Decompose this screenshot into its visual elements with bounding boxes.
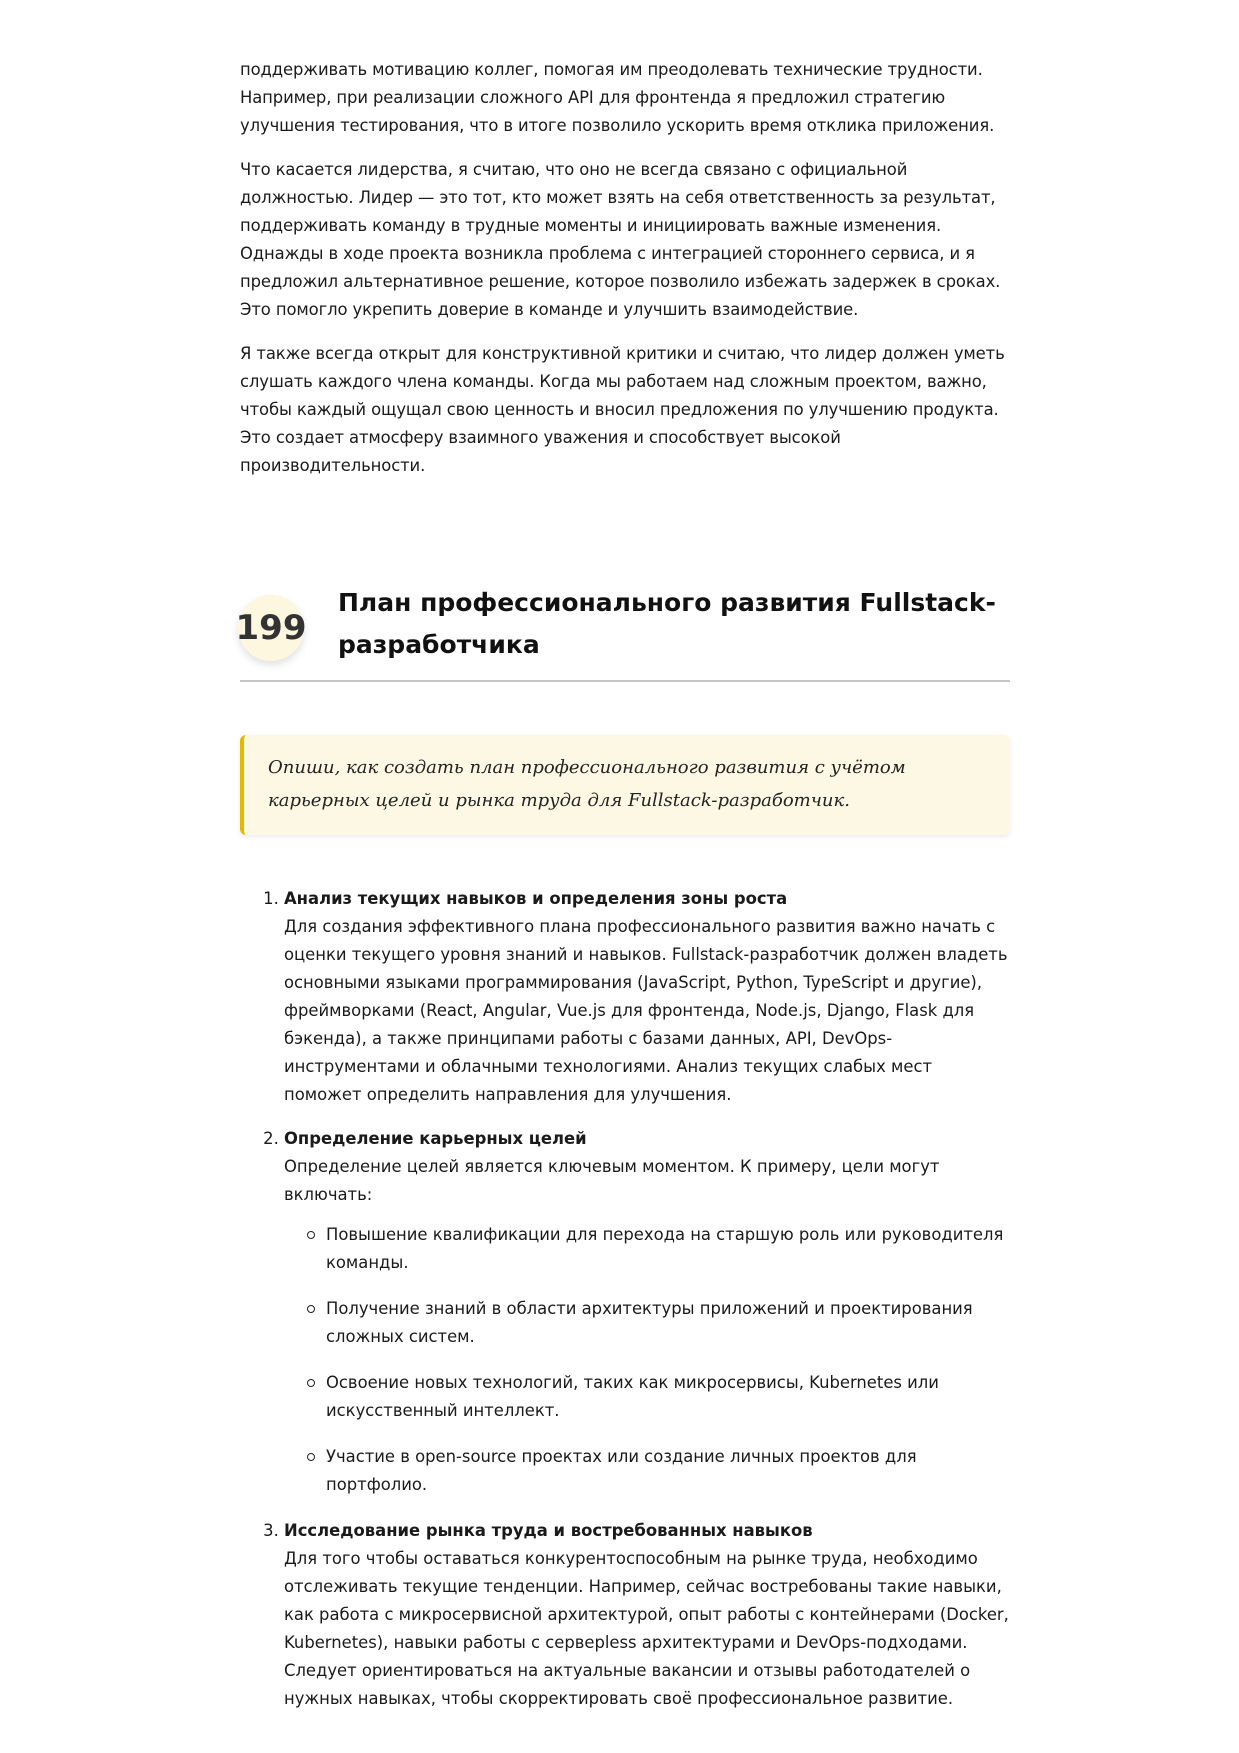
goals-sublist [284, 1221, 1010, 1499]
plan-steps-list [240, 885, 1010, 1713]
circle-bullet-icon [307, 1453, 315, 1461]
section-title: План профессионального развития Fullstack-разработчика [338, 588, 996, 659]
sublist-item [326, 1443, 1010, 1499]
section-header [235, 588, 1010, 682]
section-number-badge: 199 [238, 595, 304, 661]
sublist-item-text: Участие в open-source проектах или создание личных проектов для портфолио. [326, 1447, 917, 1494]
circle-bullet-icon [307, 1379, 315, 1387]
sublist-item [326, 1369, 1010, 1425]
item-text: Для создания эффективного плана профессионального развития важно начать с оценки текущего уровня знаний и навыков. Fullstack-разработчик должен владеть основными языками программирования (JavaScript, Python, TypeScript и другие), фреймворками (React, Angular, Vue.js для фронтенда, Node.js, Django, Flask для бэкенда), а также принципами работы с базами данных, API, DevOps-инструментами и облачными технологиями. Анализ текущих слабых мест поможет определить направления для улучшения. [284, 917, 1008, 1104]
sublist-item-text: Получение знаний в области архитектуры приложений и проектирования сложных систем. [326, 1299, 973, 1346]
question-callout: Опиши, как создать план профессионального развития с учётом карьерных целей и рынка труда для Fullstack-разработчик. [240, 735, 1010, 835]
item-text: Для того чтобы оставаться конкурентоспособным на рынке труда, необходимо отслеживать текущие тенденции. Например, сейчас востребованы такие навыки, как работа с микросервисной архитектурой, опыт работы с контейнерами (Docker, Kubernetes), навыки работы с серверless архитектурами и DevOps-подходами. Следует ориентироваться на актуальные вакансии и отзывы работодателей о нужных навыках, чтобы скорректировать своё профессиональное развитие. [284, 1549, 1009, 1708]
intro-paragraph: Я также всегда открыт для конструктивной критики и считаю, что лидер должен уметь слушать каждого члена команды. Когда мы работаем над сложным проектом, важно, чтобы каждый ощущал свою ценность и вносил предложения по улучшению продукта. Это создает атмосферу взаимного уважения и способствует высокой производительности. [240, 344, 1005, 475]
sublist-item [326, 1221, 1010, 1277]
circle-bullet-icon [307, 1231, 315, 1239]
sublist-item-text: Повышение квалификации для перехода на старшую роль или руководителя команды. [326, 1225, 1004, 1272]
item-text: Определение целей является ключевым моментом. К примеру, цели могут включать: [284, 1157, 940, 1204]
item-title: 2. Определение карьерных целей [284, 1129, 587, 1148]
sublist-item [326, 1295, 1010, 1351]
item-title: 3. Исследование рынка труда и востребованных навыков [284, 1521, 813, 1540]
item-title: 1. Анализ текущих навыков и определения зоны роста [284, 889, 788, 908]
intro-paragraph: поддерживать мотивацию коллег, помогая им преодолевать технические трудности. Например, при реализации сложного API для фронтенда я предложил стратегию улучшения тестирования, что в итоге позволило ускорить время отклика приложения. [240, 60, 995, 135]
sublist-item-text: Освоение новых технологий, таких как микросервисы, Kubernetes или искусственный интеллект. [326, 1373, 939, 1420]
list-item [284, 1125, 1010, 1499]
intro-paragraph: Что касается лидерства, я считаю, что оно не всегда связано с официальной должностью. Лидер — это тот, кто может взять на себя ответственность за результат, поддерживать команду в трудные моменты и инициировать важные изменения. Однажды в ходе проекта возникла проблема с интеграцией стороннего сервиса, и я предложил альтернативное решение, которое позволило избежать задержек в сроках. Это помогло укрепить доверие в команде и улучшить взаимодействие. [240, 160, 1001, 319]
circle-bullet-icon [307, 1305, 315, 1313]
list-item [284, 885, 1010, 1109]
list-item [284, 1517, 1010, 1713]
document-page [235, 56, 1010, 1729]
